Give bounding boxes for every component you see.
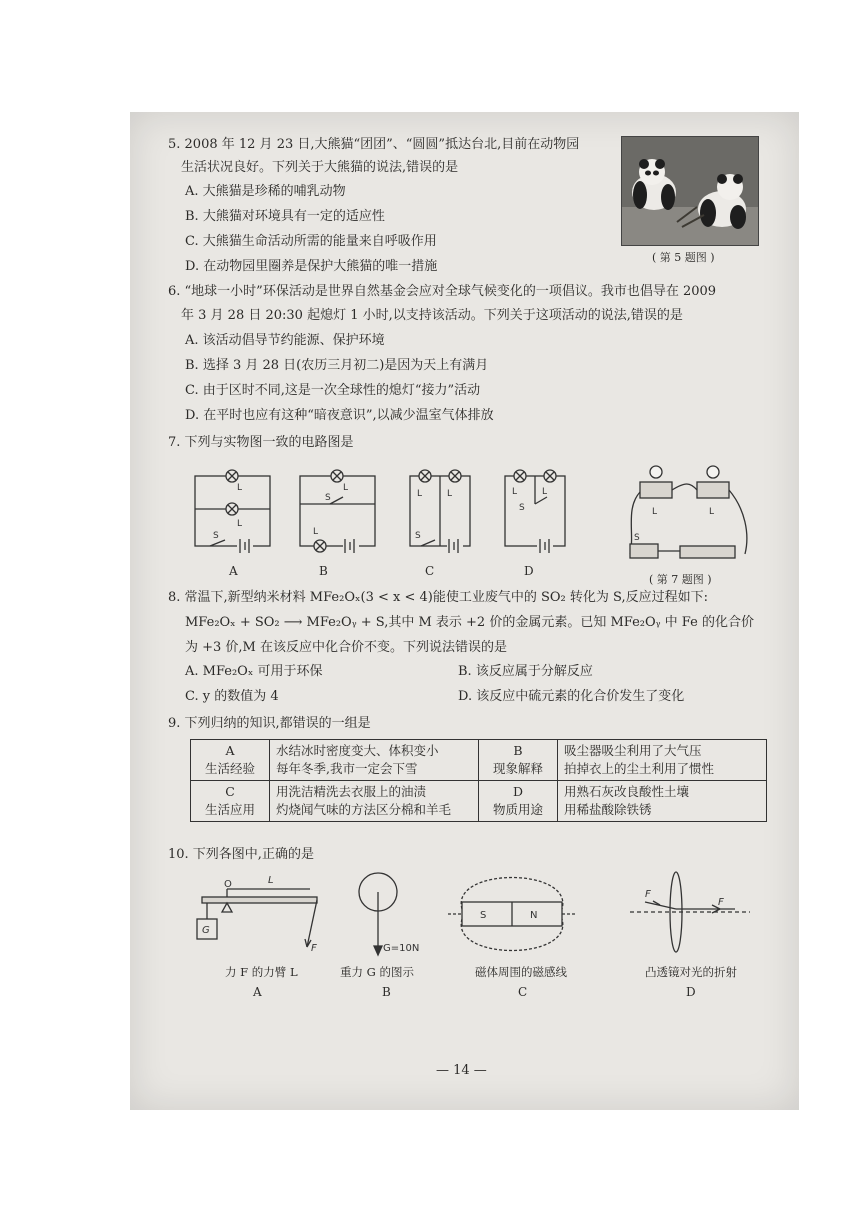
table-cell-b-items: 吸尘器吸尘利用了大气压 拍掉衣上的尘土利用了惯性	[558, 740, 767, 781]
q7-circuit-diagrams	[185, 464, 805, 569]
q10-caption-a: 力 F 的力臂 L	[225, 965, 298, 979]
q5-stem-line2: 生活状况良好。下列关于大熊猫的说法,错误的是	[181, 160, 459, 175]
convex-lens-diagram	[630, 872, 750, 952]
table-cell-c-items: 用洗洁精洗去衣服上的油渍 灼烧闻气味的方法区分棉和羊毛	[270, 781, 479, 822]
table-cell-b-category: B 现象解释	[479, 740, 558, 781]
label-s: S	[213, 531, 219, 541]
table-cell-d-items: 用熟石灰改良酸性土壤 用稀盐酸除铁锈	[558, 781, 767, 822]
label-l2: L	[237, 519, 243, 529]
circuit-a	[195, 470, 270, 554]
scanned-exam-page	[130, 112, 799, 1110]
q8-stem-line2: MFe₂Oₓ + SO₂ ⟶ MFe₂Oᵧ + S,其中 M 表示 +2 价的金属元素。已知 MFe₂Oᵧ 中 Fe 的化合价	[185, 615, 754, 630]
q8-stem-line1: 8. 常温下,新型纳米材料 MFe₂Oₓ(3 < x < 4)能使工业废气中的 SO₂ 转化为 S,反应过程如下:	[168, 590, 708, 605]
q10-letter-b: B	[382, 985, 391, 999]
q8-stem-line3: 为 +3 价,M 在该反应中化合价不变。下列说法错误的是	[185, 640, 508, 655]
q10-caption-d: 凸透镜对光的折射	[645, 965, 737, 979]
q10-letter-a: A	[253, 985, 262, 999]
circuit-c	[410, 470, 470, 554]
svg-text:O: O	[224, 879, 232, 890]
q9-stem: 9. 下列归纳的知识,都错误的一组是	[168, 716, 371, 731]
q7-option-letter-c: C	[425, 564, 435, 578]
q9-summary-table	[190, 739, 767, 822]
svg-text:S: S	[415, 531, 421, 541]
svg-text:S: S	[325, 493, 331, 503]
svg-text:F: F	[718, 897, 724, 908]
svg-text:L: L	[313, 527, 319, 537]
q7-stem: 7. 下列与实物图一致的电路图是	[168, 435, 354, 450]
q7-option-letter-d: D	[524, 564, 534, 578]
q7-option-letter-a: A	[229, 564, 238, 578]
svg-text:L: L	[542, 487, 548, 497]
svg-text:S: S	[480, 910, 487, 921]
svg-text:G: G	[202, 925, 210, 936]
q6-option-c: C. 由于区时不同,这是一次全球性的熄灯“接力”活动	[185, 383, 481, 398]
q10-letter-c: C	[518, 985, 528, 999]
svg-text:L: L	[652, 507, 658, 517]
q6-option-a: A. 该活动倡导节约能源、保护环境	[185, 333, 385, 348]
q10-caption-c: 磁体周围的磁感线	[475, 965, 567, 979]
svg-text:L: L	[512, 487, 518, 497]
q6-stem-line2: 年 3 月 28 日 20:30 起熄灯 1 小时,以支持该活动。下列关于这项活动的说法,错误的是	[181, 308, 683, 323]
svg-text:F: F	[311, 943, 317, 954]
svg-text:L: L	[417, 489, 423, 499]
svg-text:L: L	[709, 507, 715, 517]
table-cell-a-items: 水结冰时密度变大、体积变小 每年冬季,我市一定会下雪	[270, 740, 479, 781]
page-number: — 14 —	[436, 1063, 487, 1078]
q5-option-c: C. 大熊猫生命活动所需的能量来自呼吸作用	[185, 234, 437, 249]
panda-photo	[621, 136, 759, 246]
svg-text:S: S	[634, 533, 640, 543]
q6-option-d: D. 在平时也应有这种“暗夜意识”,以减少温室气体排放	[185, 408, 494, 423]
q8-option-d: D. 该反应中硫元素的化合价发生了变化	[458, 689, 685, 704]
q10-letter-d: D	[686, 985, 696, 999]
physical-circuit-drawing	[630, 466, 747, 558]
q5-option-b: B. 大熊猫对环境具有一定的适应性	[185, 209, 385, 224]
svg-text:L: L	[343, 483, 349, 493]
table-cell-a-category: A 生活经验	[191, 740, 270, 781]
svg-text:S: S	[519, 503, 525, 513]
q5-option-d: D. 在动物园里圈养是保护大熊猫的唯一措施	[185, 259, 438, 274]
q8-option-a: A. MFe₂Oₓ 可用于环保	[185, 664, 323, 679]
circuit-d	[505, 470, 565, 554]
q8-option-c: C. y 的数值为 4	[185, 689, 279, 704]
label-l1: L	[237, 483, 243, 493]
q5-option-a: A. 大熊猫是珍稀的哺乳动物	[185, 184, 346, 199]
table-cell-d-category: D 物质用途	[479, 781, 558, 822]
q7-option-letter-b: B	[319, 564, 328, 578]
circuit-b	[300, 470, 375, 554]
table-row	[191, 781, 767, 822]
q5-stem-line1: 5. 2008 年 12 月 23 日,大熊猫“团团”、“圆圆”抵达台北,目前在动物园	[168, 137, 580, 152]
q10-physics-diagrams	[190, 867, 790, 962]
table-row	[191, 740, 767, 781]
svg-text:G=10N: G=10N	[383, 943, 420, 954]
q10-caption-b: 重力 G 的图示	[340, 965, 414, 979]
table-cell-c-category: C 生活应用	[191, 781, 270, 822]
q5-figure-caption: ( 第 5 题图 )	[652, 251, 715, 264]
svg-text:L: L	[447, 489, 453, 499]
q7-figure-caption: ( 第 7 题图 )	[649, 573, 712, 586]
lever-diagram	[197, 889, 317, 947]
svg-text:L: L	[268, 875, 274, 886]
q6-option-b: B. 选择 3 月 28 日(农历三月初二)是因为天上有满月	[185, 358, 489, 373]
svg-text:N: N	[530, 910, 538, 921]
q6-stem-line1: 6. “地球一小时”环保活动是世界自然基金会应对全球气候变化的一项倡议。我市也倡导在 2009	[168, 284, 717, 299]
q8-option-b: B. 该反应属于分解反应	[458, 664, 593, 679]
magnet-diagram	[448, 878, 576, 951]
svg-text:F: F	[645, 889, 651, 900]
q10-stem: 10. 下列各图中,正确的是	[168, 847, 314, 862]
